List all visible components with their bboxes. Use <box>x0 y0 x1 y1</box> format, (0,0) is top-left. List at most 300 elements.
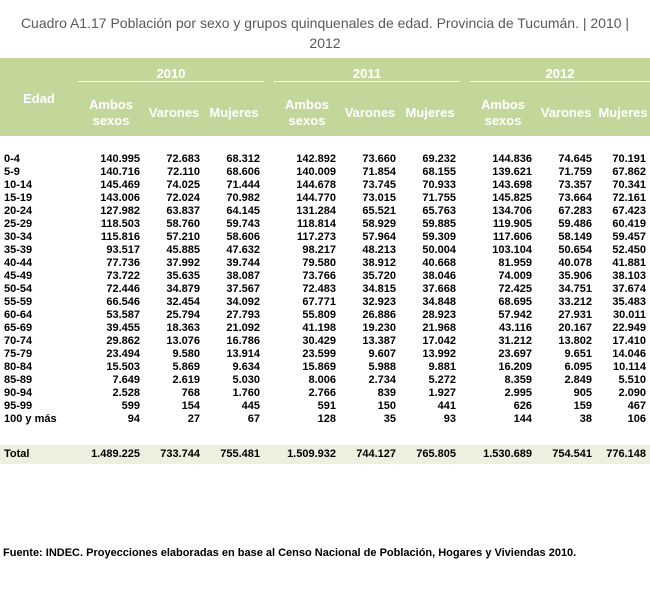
value-cell: 591 <box>317 400 336 412</box>
value-cell: 55.809 <box>302 309 336 321</box>
value-cell: 67.423 <box>612 205 647 217</box>
value-cell: 2.090 <box>618 387 647 399</box>
value-cell: 768 <box>181 387 200 399</box>
header-ambos: Ambos sexos <box>78 90 144 136</box>
table-row <box>0 309 650 322</box>
header-edad: Edad <box>0 58 78 136</box>
value-cell: 38.912 <box>362 257 396 269</box>
value-cell: 73.015 <box>362 192 396 204</box>
value-cell: 74.009 <box>498 270 533 282</box>
table-row <box>0 374 650 387</box>
value-cell: 59.743 <box>226 218 260 230</box>
value-cell: 40.078 <box>558 257 593 269</box>
value-cell: 14.046 <box>612 348 647 360</box>
value-cell: 32.923 <box>362 296 396 308</box>
value-cell: 2.849 <box>564 374 593 386</box>
value-cell: 48.213 <box>362 244 396 256</box>
value-cell: 59.486 <box>558 218 593 230</box>
spacer-row <box>0 136 650 153</box>
gap-cell <box>264 348 274 361</box>
value-cell: 39.744 <box>226 257 260 269</box>
gap-cell <box>264 205 274 218</box>
value-cell: 93.517 <box>106 244 140 256</box>
table-row <box>0 231 650 244</box>
gap-cell <box>460 257 470 270</box>
title-line-2: 2012 <box>309 35 341 51</box>
value-cell: 144.836 <box>492 153 533 165</box>
value-cell: 127.982 <box>100 205 140 217</box>
value-cell: 733.744 <box>144 445 204 464</box>
spacer-row <box>0 426 650 445</box>
age-group-cell: 15-19 <box>4 192 33 204</box>
table-row <box>0 192 650 205</box>
value-cell: 5.510 <box>618 374 647 386</box>
value-cell: 67.283 <box>558 205 593 217</box>
value-cell: 74.645 <box>558 153 593 165</box>
value-cell: 70.341 <box>612 179 647 191</box>
value-cell: 45.885 <box>166 244 200 256</box>
value-cell: 60.419 <box>612 218 647 230</box>
value-cell: 1.530.689 <box>470 445 536 464</box>
title-line-1: Cuadro A1.17 Población por sexo y grupos quinquenales de edad. Provincia de Tucumán. | 2010 | <box>20 15 630 31</box>
value-cell: 10.114 <box>612 361 647 373</box>
value-cell: 72.161 <box>612 192 647 204</box>
gap-cell <box>264 361 274 374</box>
value-cell: 72.683 <box>166 153 200 165</box>
gap-cell <box>460 218 470 231</box>
value-cell: 17.410 <box>612 335 647 347</box>
value-cell: 765.805 <box>400 445 460 464</box>
table-row <box>0 296 650 309</box>
value-cell: 68.312 <box>226 153 260 165</box>
value-cell: 37.992 <box>166 257 200 269</box>
value-cell: 67.771 <box>302 296 336 308</box>
age-group-cell: 50-54 <box>4 283 33 295</box>
header-varones: Varones <box>340 90 400 136</box>
value-cell: 2.734 <box>368 374 396 386</box>
gap-cell <box>264 153 274 166</box>
value-cell: 103.104 <box>492 244 533 256</box>
value-cell: 67 <box>247 413 260 425</box>
gap-cell <box>264 257 274 270</box>
value-cell: 144 <box>513 413 533 425</box>
value-cell: 34.879 <box>166 283 200 295</box>
value-cell: 8.359 <box>504 374 533 386</box>
value-cell: 70.933 <box>422 179 457 191</box>
value-cell: 839 <box>377 387 396 399</box>
table-row <box>0 283 650 296</box>
value-cell: 68.695 <box>498 296 533 308</box>
value-cell: 65.521 <box>362 205 396 217</box>
value-cell: 72.110 <box>166 166 200 178</box>
value-cell: 68.155 <box>422 166 457 178</box>
value-cell: 5.272 <box>428 374 457 386</box>
gap-cell <box>264 270 274 283</box>
gap-cell <box>264 244 274 257</box>
value-cell: 59.309 <box>422 231 457 243</box>
value-cell: 35 <box>383 413 396 425</box>
header-year-2010 <box>78 58 264 90</box>
value-cell: 40.668 <box>422 257 457 269</box>
value-cell: 5.030 <box>232 374 260 386</box>
value-cell: 117.273 <box>296 231 336 243</box>
value-cell: 71.755 <box>422 192 457 204</box>
value-cell: 35.635 <box>166 270 200 282</box>
age-group-cell: 45-49 <box>4 270 33 282</box>
gap-cell <box>460 244 470 257</box>
value-cell: 128 <box>317 413 336 425</box>
table-row <box>0 387 650 400</box>
header-mujeres: Mujeres <box>204 90 264 136</box>
value-cell: 38.087 <box>226 270 260 282</box>
value-cell: 134.706 <box>492 205 533 217</box>
value-cell: 74.025 <box>166 179 200 191</box>
value-cell: 94 <box>127 413 140 425</box>
value-cell: 32.454 <box>166 296 200 308</box>
gap-cell <box>264 231 274 244</box>
value-cell: 73.357 <box>558 179 593 191</box>
value-cell: 37.674 <box>612 283 647 295</box>
gap-cell <box>460 153 470 166</box>
value-cell: 34.751 <box>558 283 593 295</box>
value-cell: 22.949 <box>612 322 647 334</box>
value-cell: 59.885 <box>422 218 457 230</box>
value-cell: 58.606 <box>226 231 260 243</box>
table-row <box>0 166 650 179</box>
age-group-cell: 25-29 <box>4 218 33 230</box>
value-cell: 9.634 <box>232 361 260 373</box>
value-cell: 38.046 <box>422 270 457 282</box>
value-cell: 43.116 <box>498 322 533 334</box>
gap-cell <box>264 322 274 335</box>
value-cell: 145.825 <box>492 192 533 204</box>
value-cell: 150 <box>377 400 396 412</box>
value-cell: 143.698 <box>492 179 533 191</box>
value-cell: 50.004 <box>422 244 457 256</box>
value-cell: 30.429 <box>302 335 336 347</box>
value-cell: 142.892 <box>296 153 336 165</box>
value-cell: 98.217 <box>302 244 336 256</box>
value-cell: 35.720 <box>362 270 396 282</box>
value-cell: 53.587 <box>106 309 140 321</box>
gap-cell <box>264 166 274 179</box>
value-cell: 34.092 <box>226 296 260 308</box>
value-cell: 2.995 <box>504 387 533 399</box>
table-row <box>0 322 650 335</box>
value-cell: 21.092 <box>226 322 260 334</box>
value-cell: 63.837 <box>166 205 200 217</box>
value-cell: 18.363 <box>166 322 200 334</box>
age-group-cell: 70-74 <box>4 335 33 347</box>
table-row <box>0 361 650 374</box>
value-cell: 9.607 <box>368 348 396 360</box>
value-cell: 27 <box>187 413 200 425</box>
age-group-cell: 95-99 <box>4 400 33 412</box>
age-group-cell: 90-94 <box>4 387 33 399</box>
gap-cell <box>460 335 470 348</box>
value-cell: 41.198 <box>302 322 336 334</box>
value-cell: 13.076 <box>166 335 200 347</box>
value-cell: 117.606 <box>492 231 533 243</box>
value-cell: 50.654 <box>558 244 593 256</box>
total-label: Total <box>0 445 78 464</box>
header-gap <box>264 58 274 90</box>
age-group-cell: 0-4 <box>4 153 20 165</box>
table-row <box>0 179 650 192</box>
value-cell: 115.816 <box>100 231 140 243</box>
age-group-cell: 5-9 <box>4 166 20 178</box>
value-cell: 41.881 <box>612 257 647 269</box>
value-cell: 73.664 <box>558 192 593 204</box>
table-row <box>0 413 650 426</box>
header-ambos: Ambos sexos <box>274 90 340 136</box>
value-cell: 39.455 <box>106 322 140 334</box>
value-cell: 1.489.225 <box>78 445 144 464</box>
age-group-cell: 85-89 <box>4 374 33 386</box>
value-cell: 16.786 <box>226 335 260 347</box>
gap-cell <box>460 192 470 205</box>
table-row <box>0 244 650 257</box>
value-cell: 57.210 <box>166 231 200 243</box>
value-cell: 15.869 <box>302 361 336 373</box>
table-row <box>0 153 650 166</box>
value-cell: 755.481 <box>204 445 264 464</box>
value-cell: 69.232 <box>422 153 457 165</box>
value-cell: 73.745 <box>362 179 396 191</box>
value-cell: 27.793 <box>226 309 260 321</box>
value-cell: 77.736 <box>106 257 140 269</box>
value-cell: 72.024 <box>166 192 200 204</box>
gap-cell <box>264 218 274 231</box>
value-cell: 73.660 <box>362 153 396 165</box>
value-cell: 93 <box>443 413 457 425</box>
total-row <box>0 445 650 464</box>
value-cell: 35.906 <box>558 270 593 282</box>
value-cell: 20.167 <box>558 322 593 334</box>
value-cell: 64.145 <box>226 205 260 217</box>
age-group-cell: 65-69 <box>4 322 33 334</box>
value-cell: 30.011 <box>612 309 647 321</box>
value-cell: 58.149 <box>558 231 593 243</box>
value-cell: 9.651 <box>564 348 593 360</box>
value-cell: 26.886 <box>362 309 396 321</box>
gap-cell <box>460 309 470 322</box>
value-cell: 744.127 <box>340 445 400 464</box>
value-cell: 73.766 <box>302 270 336 282</box>
header-year-label: 2012 <box>470 66 650 82</box>
value-cell: 599 <box>121 400 140 412</box>
value-cell: 15.503 <box>106 361 140 373</box>
value-cell: 144.770 <box>296 192 336 204</box>
table-body <box>0 136 650 464</box>
value-cell: 38 <box>579 413 593 425</box>
gap-cell <box>460 166 470 179</box>
value-cell: 23.599 <box>302 348 336 360</box>
value-cell: 27.931 <box>558 309 593 321</box>
value-cell: 9.580 <box>172 348 200 360</box>
value-cell: 66.546 <box>106 296 140 308</box>
value-cell: 139.621 <box>492 166 533 178</box>
value-cell: 71.759 <box>558 166 593 178</box>
age-group-cell: 100 y más <box>4 413 57 425</box>
gap-cell <box>460 413 470 426</box>
header-year-label: 2010 <box>78 66 264 82</box>
value-cell: 7.649 <box>112 374 140 386</box>
header-year-label: 2011 <box>274 66 460 82</box>
header-year-2012 <box>470 58 650 90</box>
header-mujeres: Mujeres <box>400 90 460 136</box>
value-cell: 72.483 <box>302 283 336 295</box>
table-row <box>0 270 650 283</box>
table-row <box>0 400 650 413</box>
value-cell: 57.964 <box>362 231 396 243</box>
value-cell: 37.567 <box>226 283 260 295</box>
value-cell: 13.387 <box>362 335 396 347</box>
gap-cell <box>264 296 274 309</box>
value-cell: 1.509.932 <box>274 445 340 464</box>
value-cell: 445 <box>241 400 260 412</box>
age-group-cell: 10-14 <box>4 179 33 191</box>
spacer-cell <box>0 426 650 445</box>
value-cell: 37.668 <box>422 283 457 295</box>
gap-cell <box>264 445 274 464</box>
header-varones: Varones <box>144 90 204 136</box>
value-cell: 13.914 <box>226 348 260 360</box>
value-cell: 9.881 <box>428 361 457 373</box>
age-group-cell: 30-34 <box>4 231 33 243</box>
value-cell: 1.760 <box>232 387 260 399</box>
value-cell: 31.212 <box>498 335 533 347</box>
gap-cell <box>460 270 470 283</box>
value-cell: 70.982 <box>226 192 260 204</box>
value-cell: 5.988 <box>368 361 396 373</box>
value-cell: 2.619 <box>172 374 200 386</box>
value-cell: 79.580 <box>302 257 336 269</box>
header-gap <box>460 90 470 136</box>
value-cell: 144.678 <box>296 179 336 191</box>
header-year-2011 <box>274 58 460 90</box>
gap-cell <box>460 296 470 309</box>
value-cell: 13.992 <box>422 348 457 360</box>
value-cell: 143.006 <box>100 192 140 204</box>
value-cell: 16.209 <box>498 361 533 373</box>
value-cell: 119.905 <box>492 218 533 230</box>
gap-cell <box>264 283 274 296</box>
value-cell: 38.103 <box>612 270 647 282</box>
value-cell: 68.606 <box>226 166 260 178</box>
age-group-cell: 35-39 <box>4 244 33 256</box>
value-cell: 34.815 <box>362 283 396 295</box>
source-note: Fuente: INDEC. Proyecciones elaboradas en base al Censo Nacional de Población, Hogares y Viviendas 2010. <box>3 547 577 559</box>
table-row <box>0 257 650 270</box>
gap-cell <box>264 179 274 192</box>
value-cell: 140.009 <box>296 166 336 178</box>
value-cell: 57.942 <box>498 309 533 321</box>
gap-cell <box>264 413 274 426</box>
value-cell: 905 <box>573 387 593 399</box>
value-cell: 154 <box>181 400 200 412</box>
value-cell: 441 <box>437 400 457 412</box>
value-cell: 21.968 <box>422 322 457 334</box>
table-row <box>0 218 650 231</box>
age-group-cell: 40-44 <box>4 257 33 269</box>
value-cell: 52.450 <box>612 244 647 256</box>
gap-cell <box>460 205 470 218</box>
value-cell: 65.763 <box>422 205 457 217</box>
value-cell: 72.425 <box>498 283 533 295</box>
value-cell: 131.284 <box>296 205 336 217</box>
value-cell: 73.722 <box>106 270 140 282</box>
gap-cell <box>460 374 470 387</box>
header-varones: Varones <box>536 90 596 136</box>
value-cell: 72.446 <box>106 283 140 295</box>
header-ambos: Ambos sexos <box>470 90 536 136</box>
value-cell: 25.794 <box>166 309 200 321</box>
value-cell: 2.766 <box>308 387 336 399</box>
value-cell: 47.632 <box>226 244 260 256</box>
value-cell: 467 <box>627 400 647 412</box>
value-cell: 17.042 <box>422 335 457 347</box>
age-group-cell: 55-59 <box>4 296 33 308</box>
table-row <box>0 205 650 218</box>
value-cell: 33.212 <box>558 296 593 308</box>
table-row <box>0 348 650 361</box>
value-cell: 2.528 <box>112 387 140 399</box>
value-cell: 23.697 <box>498 348 533 360</box>
value-cell: 1.927 <box>428 387 457 399</box>
header-gap <box>460 58 470 90</box>
gap-cell <box>264 400 274 413</box>
gap-cell <box>460 445 470 464</box>
value-cell: 28.923 <box>422 309 457 321</box>
value-cell: 81.959 <box>498 257 533 269</box>
value-cell: 5.869 <box>172 361 200 373</box>
value-cell: 67.862 <box>612 166 647 178</box>
gap-cell <box>264 335 274 348</box>
gap-cell <box>460 322 470 335</box>
value-cell: 776.148 <box>596 445 650 464</box>
gap-cell <box>460 179 470 192</box>
table-title <box>0 13 650 53</box>
table-row <box>0 335 650 348</box>
value-cell: 19.230 <box>362 322 396 334</box>
gap-cell <box>460 231 470 244</box>
value-cell: 754.541 <box>536 445 596 464</box>
value-cell: 71.854 <box>362 166 396 178</box>
value-cell: 35.483 <box>612 296 647 308</box>
header-gap <box>264 90 274 136</box>
value-cell: 140.716 <box>100 166 140 178</box>
value-cell: 6.095 <box>564 361 593 373</box>
gap-cell <box>264 387 274 400</box>
value-cell: 71.444 <box>226 179 260 191</box>
age-group-cell: 80-84 <box>4 361 33 373</box>
gap-cell <box>460 400 470 413</box>
gap-cell <box>264 374 274 387</box>
value-cell: 13.802 <box>558 335 593 347</box>
value-cell: 118.503 <box>100 218 140 230</box>
gap-cell <box>460 387 470 400</box>
value-cell: 23.494 <box>106 348 140 360</box>
value-cell: 140.995 <box>100 153 140 165</box>
header-mujeres: Mujeres <box>596 90 650 136</box>
gap-cell <box>460 283 470 296</box>
age-group-cell: 60-64 <box>4 309 33 321</box>
value-cell: 159 <box>573 400 593 412</box>
age-group-cell: 20-24 <box>4 205 33 217</box>
age-group-cell: 75-79 <box>4 348 33 360</box>
value-cell: 106 <box>627 413 647 425</box>
